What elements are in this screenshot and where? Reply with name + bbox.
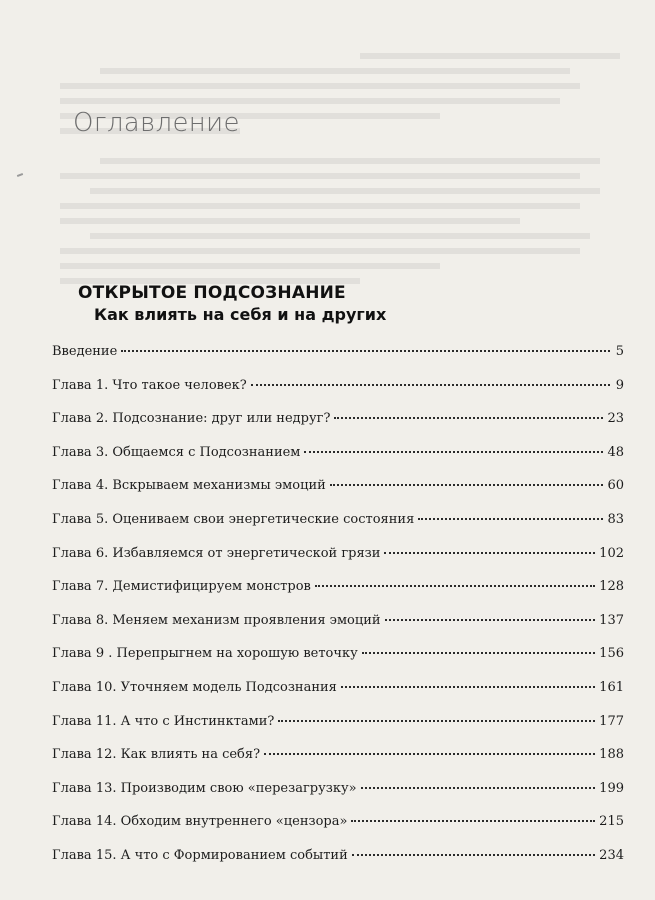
dot-leader [278,719,595,722]
toc-entry-page-number: 199 [599,780,624,796]
toc-entry-label: Глава 15. А что с Формированием событий [52,847,348,863]
toc-entry-label: Глава 3. Общаемся с Подсознанием [52,444,301,460]
toc-entry-page-number: 60 [607,478,624,494]
book-subtitle: Как влиять на себя и на других [94,305,387,324]
toc-entry [52,378,624,412]
toc-entry-label: Глава 6. Избавляемся от энергетической грязи [52,545,381,561]
toc-entry [52,680,624,714]
toc-entry [52,579,624,613]
dot-leader [264,752,595,755]
toc-entry-label: Глава 10. Уточняем модель Подсознания [52,679,337,695]
toc-entry-label: Глава 8. Меняем механизм проявления эмоций [52,612,381,628]
toc-entry-page-number: 215 [599,814,624,830]
toc-entry [52,714,624,748]
toc-entry-label: Глава 11. А что с Инстинктами? [52,713,275,729]
toc-entry-label: Глава 9 . Перепрыгнем на хорошую веточку [52,646,358,662]
dot-leader [351,819,595,822]
table-of-contents [52,344,624,882]
toc-entry-page-number: 188 [599,747,624,763]
toc-entry-page-number: 161 [599,679,624,695]
toc-entry-label: Глава 1. Что такое человек? [52,377,247,393]
dot-leader [361,786,596,789]
toc-entry [52,478,624,512]
toc-entry-page-number: 5 [615,344,624,359]
dot-leader [385,618,596,621]
bleed-through-text [60,48,620,288]
toc-entry [52,848,624,882]
toc-entry-page-number: 9 [615,377,624,393]
toc-entry [52,747,624,781]
dot-leader [121,349,610,352]
toc-entry-label: Глава 4. Вскрываем механизмы эмоций [52,478,326,494]
toc-entry-label: Глава 13. Производим свою «перезагрузку» [52,780,357,796]
toc-entry [52,445,624,479]
toc-entry [52,546,624,580]
dot-leader [362,651,595,654]
toc-entry-page-number: 83 [607,511,624,527]
dot-leader [304,450,603,453]
toc-entry-page-number: 102 [599,545,624,561]
toc-entry-label: Глава 7. Демистифицируем монстров [52,579,311,595]
paper-speck [17,173,23,177]
dot-leader [418,517,603,520]
toc-entry-page-number: 48 [607,444,624,460]
toc-entry-page-number: 177 [599,713,624,729]
toc-entry-page-number: 156 [599,646,624,662]
dot-leader [334,416,603,419]
dot-leader [341,685,595,688]
toc-entry [52,781,624,815]
toc-entry-label: Введение [52,344,118,359]
toc-entry-label: Глава 2. Подсознание: друг или недруг? [52,411,331,427]
toc-entry [52,613,624,647]
dot-leader [384,551,595,554]
dot-leader [315,584,595,587]
toc-entry-label: Глава 5. Оцениваем свои энергетические состояния [52,511,415,527]
page-title: Оглавление [73,108,240,138]
toc-entry-page-number: 137 [599,612,624,628]
dot-leader [251,383,610,386]
toc-entry-label: Глава 12. Как влиять на себя? [52,747,261,763]
toc-entry-page-number: 234 [599,847,624,863]
toc-entry [52,512,624,546]
toc-entry [52,646,624,680]
toc-entry [52,411,624,445]
toc-entry [52,814,624,848]
toc-entry [52,344,624,378]
book-title: ОТКРЫТОЕ ПОДСОЗНАНИЕ [78,283,346,303]
toc-entry-label: Глава 14. Обходим внутреннего «цензора» [52,814,348,830]
dot-leader [330,483,604,486]
dot-leader [352,853,595,856]
toc-entry-page-number: 23 [607,411,624,427]
toc-entry-page-number: 128 [599,579,624,595]
